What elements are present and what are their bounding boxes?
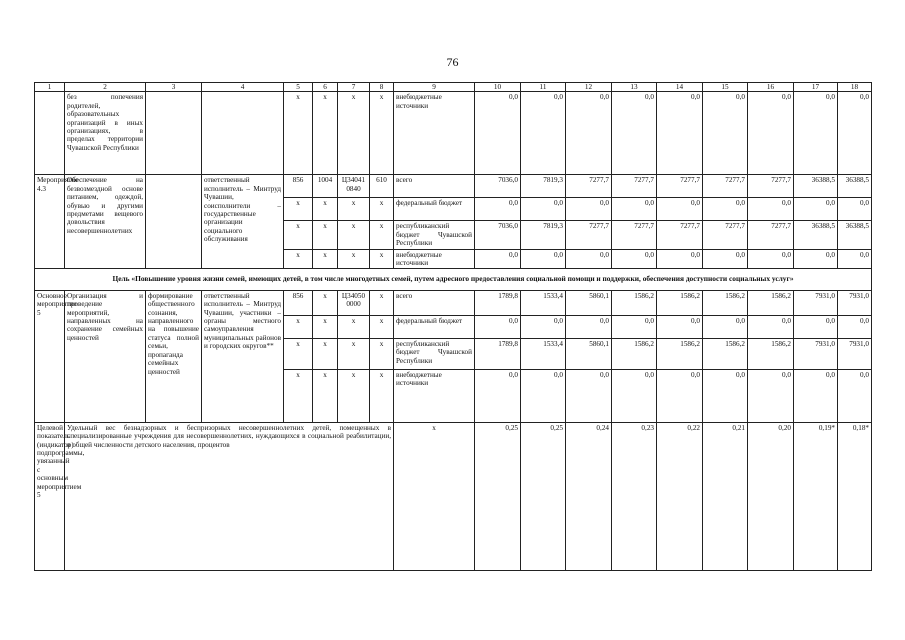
funding-source-cell: республиканский бюджет Чувашской Республики (394, 221, 475, 249)
goal-heading: Цель «Повышение уровня жизни семей, имеющих детей, в том числе многодетных семей, путем адресного предоставления социальной помощи и поддержки, обеспечения доступности социальных услуг» (35, 269, 872, 290)
value-cell: 5860,1 (566, 290, 612, 315)
value-cell: 0,0 (794, 315, 838, 338)
value-cell: 1586,2 (748, 290, 794, 315)
value-cell: 0,0 (794, 198, 838, 221)
value-cell: 1586,2 (657, 290, 703, 315)
code-cell: x (338, 92, 370, 175)
table-row (35, 92, 872, 175)
table-cell (35, 92, 65, 175)
value-cell: 7277,7 (748, 175, 794, 198)
code-cell: x (284, 369, 313, 422)
value-cell: 1586,2 (612, 338, 657, 369)
value-cell: 0,0 (521, 198, 566, 221)
col-header: 13 (612, 83, 657, 92)
code-cell: x (394, 422, 475, 570)
indicator-row (35, 422, 872, 570)
value-cell: 0,0 (703, 249, 748, 269)
col-header: 12 (566, 83, 612, 92)
value-cell: 7277,7 (703, 221, 748, 249)
value-cell: 7277,7 (566, 221, 612, 249)
value-cell: 7277,7 (612, 175, 657, 198)
table-cell (146, 175, 202, 269)
table-row (35, 290, 872, 315)
code-cell: Ц34041 0840 (338, 175, 370, 198)
value-cell: 7277,7 (657, 221, 703, 249)
code-cell: x (284, 315, 313, 338)
code-cell: x (313, 221, 338, 249)
value-cell: 7036,0 (475, 221, 521, 249)
budget-table (34, 82, 872, 571)
value-cell: 0,0 (794, 92, 838, 175)
event-goal-cell: формирование общественного сознания, направленного на повышение статуса полной семьи, пропаганда семейных ценностей (146, 290, 202, 422)
event-name-cell: Организация и проведение мероприятий, направленных на сохранение семейных ценностей (65, 290, 146, 422)
value-cell: 7277,7 (612, 221, 657, 249)
code-cell: x (284, 249, 313, 269)
event-name-cell: без попечения родителей, образовательных организаций в иных организациях, в пределах территории Чувашской Республики (65, 92, 146, 175)
col-header: 17 (794, 83, 838, 92)
code-cell: 1004 (313, 175, 338, 198)
code-cell: x (370, 198, 394, 221)
value-cell: 0,19* (794, 422, 838, 570)
value-cell: 0,0 (748, 369, 794, 422)
value-cell: 7277,7 (748, 221, 794, 249)
value-cell: 0,0 (475, 92, 521, 175)
value-cell: 0,24 (566, 422, 612, 570)
value-cell: 0,25 (521, 422, 566, 570)
value-cell: 7931,0 (838, 338, 872, 369)
value-cell: 0,0 (838, 198, 872, 221)
value-cell: 0,0 (521, 92, 566, 175)
value-cell: 0,0 (838, 315, 872, 338)
value-cell: 0,0 (521, 315, 566, 338)
funding-source-cell: внебюджетные источники (394, 249, 475, 269)
value-cell: 0,20 (748, 422, 794, 570)
code-cell: 610 (370, 175, 394, 198)
value-cell: 0,0 (612, 369, 657, 422)
value-cell: 1586,2 (657, 338, 703, 369)
value-cell: 1586,2 (612, 290, 657, 315)
value-cell: 7277,7 (703, 175, 748, 198)
page-number: 76 (446, 55, 459, 69)
funding-source-cell: внебюджетные источники (394, 369, 475, 422)
funding-source-cell: всего (394, 175, 475, 198)
value-cell: 36388,5 (838, 221, 872, 249)
code-cell: x (370, 92, 394, 175)
event-label-cell: Основное мероприятие 5 (35, 290, 65, 422)
value-cell: 0,0 (612, 92, 657, 175)
value-cell: 0,0 (612, 198, 657, 221)
value-cell: 7931,0 (794, 338, 838, 369)
value-cell: 0,0 (703, 315, 748, 338)
value-cell: 7819,3 (521, 221, 566, 249)
goal-row (35, 269, 872, 290)
code-cell: x (370, 338, 394, 369)
code-cell: 856 (284, 290, 313, 315)
value-cell: 7277,7 (566, 175, 612, 198)
value-cell: 0,21 (703, 422, 748, 570)
code-cell: x (313, 369, 338, 422)
funding-source-cell: федеральный бюджет (394, 198, 475, 221)
value-cell: 1586,2 (703, 290, 748, 315)
col-header: 8 (370, 83, 394, 92)
value-cell: 0,0 (794, 249, 838, 269)
value-cell: 0,0 (475, 198, 521, 221)
value-cell: 0,23 (612, 422, 657, 570)
code-cell: x (338, 221, 370, 249)
table-cell (146, 92, 202, 175)
col-header: 14 (657, 83, 703, 92)
value-cell: 0,0 (566, 92, 612, 175)
code-cell: Ц34050 0000 (338, 290, 370, 315)
value-cell: 1533,4 (521, 290, 566, 315)
value-cell: 0,0 (657, 315, 703, 338)
value-cell: 0,0 (748, 249, 794, 269)
value-cell: 1586,2 (703, 338, 748, 369)
indicator-label-cell: Целевой показатель (индикатор) подпрограммы, увязанный с основным мероприятием 5 (35, 422, 65, 570)
col-header: 11 (521, 83, 566, 92)
code-cell: x (338, 338, 370, 369)
value-cell: 7036,0 (475, 175, 521, 198)
value-cell: 0,0 (838, 92, 872, 175)
code-cell: x (313, 315, 338, 338)
executor-cell: ответственный исполнитель – Минтруд Чувашии, участники – органы местного самоуправления муниципальных районов и городских округов** (202, 290, 284, 422)
col-header: 18 (838, 83, 872, 92)
code-cell: x (284, 92, 313, 175)
col-header: 2 (65, 83, 146, 92)
code-cell: x (338, 249, 370, 269)
value-cell: 0,0 (748, 315, 794, 338)
value-cell: 0,0 (748, 198, 794, 221)
funding-source-cell: всего (394, 290, 475, 315)
value-cell: 0,0 (838, 369, 872, 422)
col-header: 15 (703, 83, 748, 92)
code-cell: x (284, 221, 313, 249)
col-header: 7 (338, 83, 370, 92)
code-cell: x (284, 198, 313, 221)
value-cell: 0,0 (748, 92, 794, 175)
col-header: 6 (313, 83, 338, 92)
value-cell: 7819,3 (521, 175, 566, 198)
event-name-cell: Обеспечение на безвозмездной основе питанием, одеждой, обувью и другими предметами вещевого довольствия несовершеннолетних (65, 175, 146, 269)
column-numbers-row (35, 83, 872, 92)
col-header: 9 (394, 83, 475, 92)
table-cell (202, 92, 284, 175)
executor-cell: ответственный исполнитель – Минтруд Чувашии, соисполнители – государственные организации социального обслуживания (202, 175, 284, 269)
value-cell: 0,0 (838, 249, 872, 269)
value-cell: 0,0 (657, 92, 703, 175)
value-cell: 36388,5 (794, 175, 838, 198)
value-cell: 0,0 (794, 369, 838, 422)
value-cell: 0,0 (657, 369, 703, 422)
code-cell: x (313, 92, 338, 175)
value-cell: 7277,7 (657, 175, 703, 198)
value-cell: 0,18* (838, 422, 872, 570)
value-cell: 0,0 (521, 249, 566, 269)
value-cell: 36388,5 (794, 221, 838, 249)
value-cell: 0,25 (475, 422, 521, 570)
value-cell: 0,0 (612, 315, 657, 338)
code-cell: x (370, 369, 394, 422)
col-header: 10 (475, 83, 521, 92)
code-cell: x (338, 198, 370, 221)
code-cell: x (338, 315, 370, 338)
value-cell: 0,0 (657, 249, 703, 269)
value-cell: 0,0 (566, 315, 612, 338)
value-cell: 0,0 (566, 249, 612, 269)
code-cell: x (313, 198, 338, 221)
value-cell: 0,0 (475, 315, 521, 338)
code-cell: x (338, 369, 370, 422)
value-cell: 0,0 (703, 369, 748, 422)
code-cell: x (370, 249, 394, 269)
col-header: 16 (748, 83, 794, 92)
code-cell: 856 (284, 175, 313, 198)
value-cell: 0,0 (475, 369, 521, 422)
value-cell: 0,0 (703, 92, 748, 175)
indicator-text-cell: Удельный вес безнадзорных и беспризорных несовершеннолетних детей, помещенных в специализированные учреждения для несовершеннолетних, нуждающихся в социальной реабилитации, в общей численности детского населения, процентов (65, 422, 394, 570)
code-cell: x (313, 249, 338, 269)
value-cell: 0,0 (612, 249, 657, 269)
value-cell: 1586,2 (748, 338, 794, 369)
col-header: 1 (35, 83, 65, 92)
code-cell: x (370, 315, 394, 338)
value-cell: 1789,8 (475, 290, 521, 315)
event-label-cell: Мероприятие 4.3 (35, 175, 65, 269)
value-cell: 1789,8 (475, 338, 521, 369)
value-cell: 36388,5 (838, 175, 872, 198)
col-header: 5 (284, 83, 313, 92)
value-cell: 0,0 (566, 369, 612, 422)
funding-source-cell: федеральный бюджет (394, 315, 475, 338)
value-cell: 0,0 (521, 369, 566, 422)
col-header: 3 (146, 83, 202, 92)
value-cell: 7931,0 (794, 290, 838, 315)
code-cell: x (284, 338, 313, 369)
value-cell: 7931,0 (838, 290, 872, 315)
code-cell: x (370, 221, 394, 249)
value-cell: 0,0 (566, 198, 612, 221)
value-cell: 0,0 (657, 198, 703, 221)
code-cell: x (313, 290, 338, 315)
value-cell: 0,22 (657, 422, 703, 570)
value-cell: 1533,4 (521, 338, 566, 369)
code-cell: x (313, 338, 338, 369)
funding-source-cell: внебюджетные источники (394, 92, 475, 175)
funding-source-cell: республиканский бюджет Чувашской Республики (394, 338, 475, 369)
col-header: 4 (202, 83, 284, 92)
value-cell: 0,0 (703, 198, 748, 221)
value-cell: 5860,1 (566, 338, 612, 369)
table-row (35, 175, 872, 198)
code-cell: x (370, 290, 394, 315)
value-cell: 0,0 (475, 249, 521, 269)
